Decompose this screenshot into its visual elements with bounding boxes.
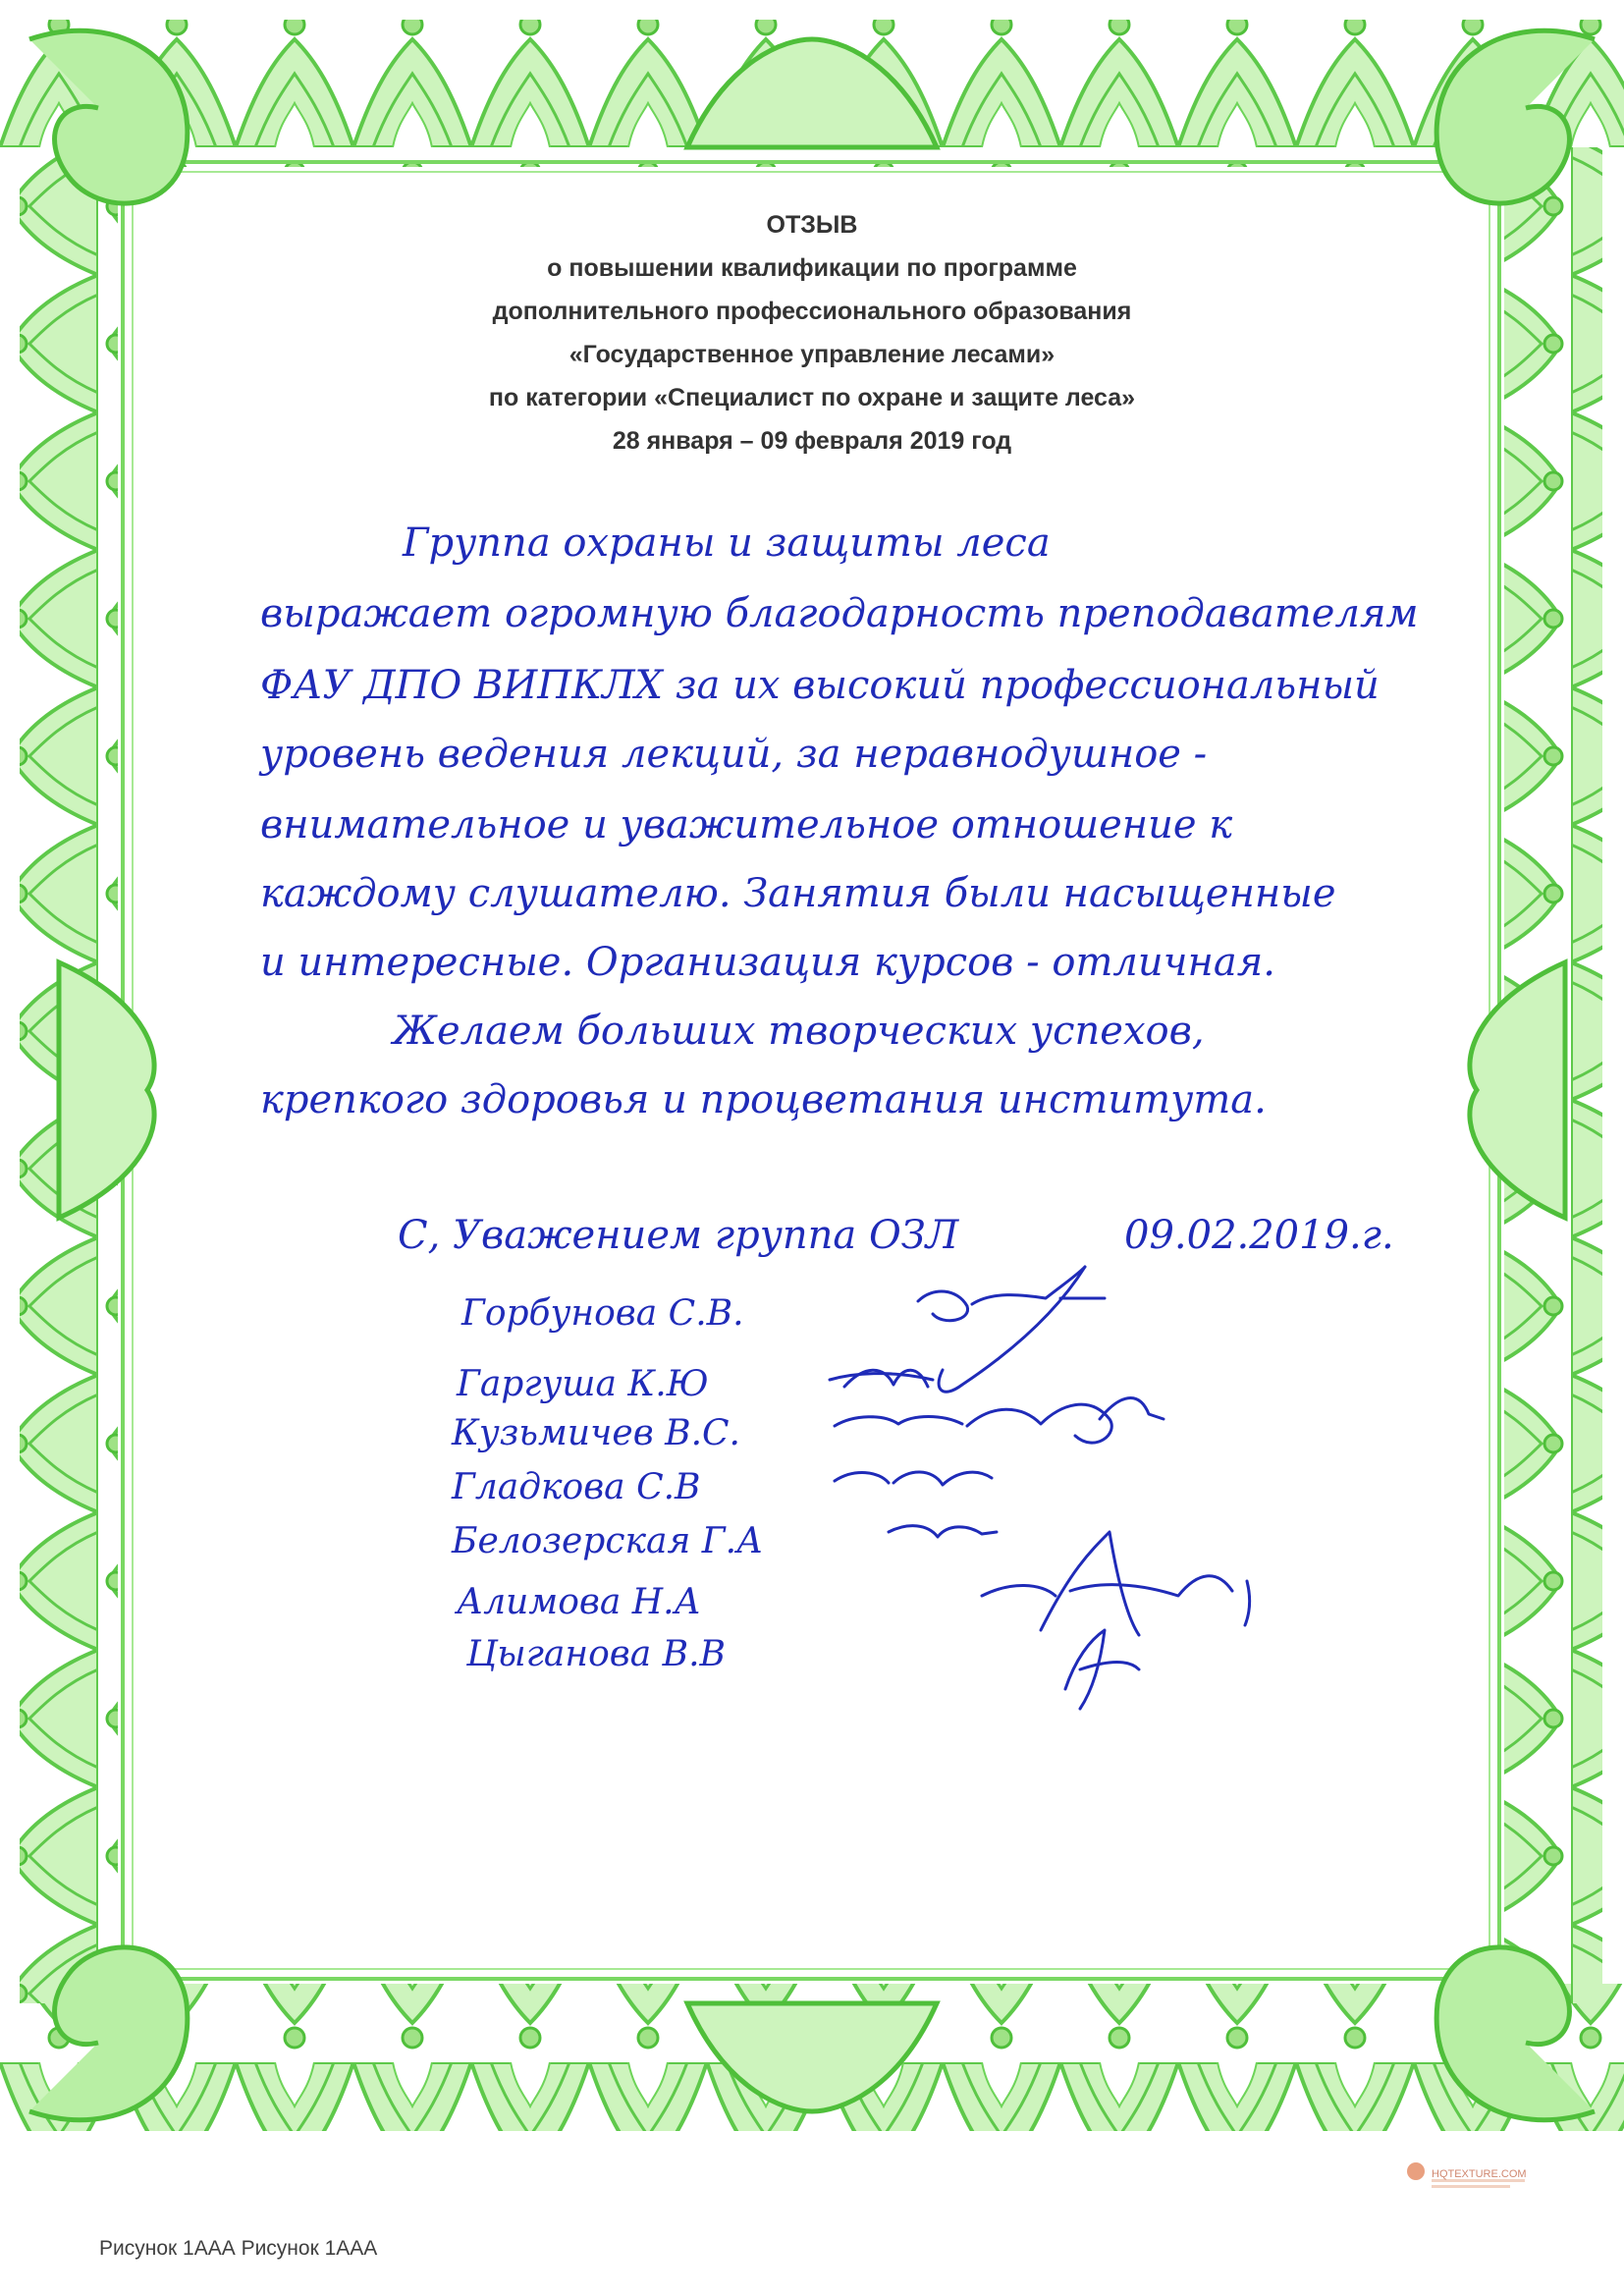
letter-line-3: ФАУ ДПО ВИПКЛХ за их высокий профессиональный xyxy=(260,663,1380,708)
signature-3 xyxy=(835,1398,1164,1444)
letter-line-5: внимательное и уважительное отношение к xyxy=(260,802,1233,847)
header-line-1: о повышении квалификации по программе xyxy=(547,254,1077,282)
letter-line-8: Желаем больших творческих успехов, xyxy=(393,1009,1205,1054)
signature-7 xyxy=(1065,1630,1139,1709)
signature-4 xyxy=(835,1472,992,1485)
signatory-name-6: Алимова Н.А xyxy=(457,1582,701,1622)
signature-1 xyxy=(918,1267,1105,1392)
letter-line-2: выражает огромную благодарность преподавателям xyxy=(260,591,1419,636)
signatory-name-3: Кузьмичев В.С. xyxy=(452,1413,740,1453)
document-title: ОТЗЫВ xyxy=(766,211,858,239)
watermark-text: HQTEXTURE.COM xyxy=(1432,2168,1527,2180)
signature-5 xyxy=(889,1526,997,1537)
signatory-name-7: Цыганова В.В xyxy=(466,1634,726,1674)
letter-line-4: уровень ведения лекций, за неравнодушное - xyxy=(260,732,1208,777)
letter-line-7: и интересные. Организация курсов - отличная. xyxy=(260,940,1275,985)
letter-line-6: каждому слушателю. Занятия были насыщенные xyxy=(260,871,1336,916)
letter-line-9: крепкого здоровья и процветания института. xyxy=(260,1077,1267,1122)
letter-line-1: Группа охраны и защиты леса xyxy=(403,520,1051,566)
signatory-name-5: Белозерская Г.А xyxy=(452,1521,764,1561)
figure-caption: Рисунок 1ААА Рисунок 1ААА xyxy=(99,2237,378,2260)
signature-6 xyxy=(982,1532,1250,1635)
header-line-4: по категории «Специалист по охране и защите леса» xyxy=(488,384,1136,411)
header-line-2: дополнительного профессионального образования xyxy=(492,298,1132,325)
signatory-name-1: Горбунова С.В. xyxy=(461,1293,744,1334)
header-line-5: 28 января – 09 февраля 2019 год xyxy=(612,427,1012,455)
header-line-3: «Государственное управление лесами» xyxy=(568,341,1056,368)
closing-regards: С, Уважением группа ОЗЛ xyxy=(398,1213,959,1258)
signatory-name-4: Гладкова С.В xyxy=(452,1467,701,1507)
signature-2 xyxy=(830,1370,933,1387)
closing-date: 09.02.2019.г. xyxy=(1124,1213,1394,1258)
signatory-name-2: Гаргуша К.Ю xyxy=(457,1364,709,1404)
